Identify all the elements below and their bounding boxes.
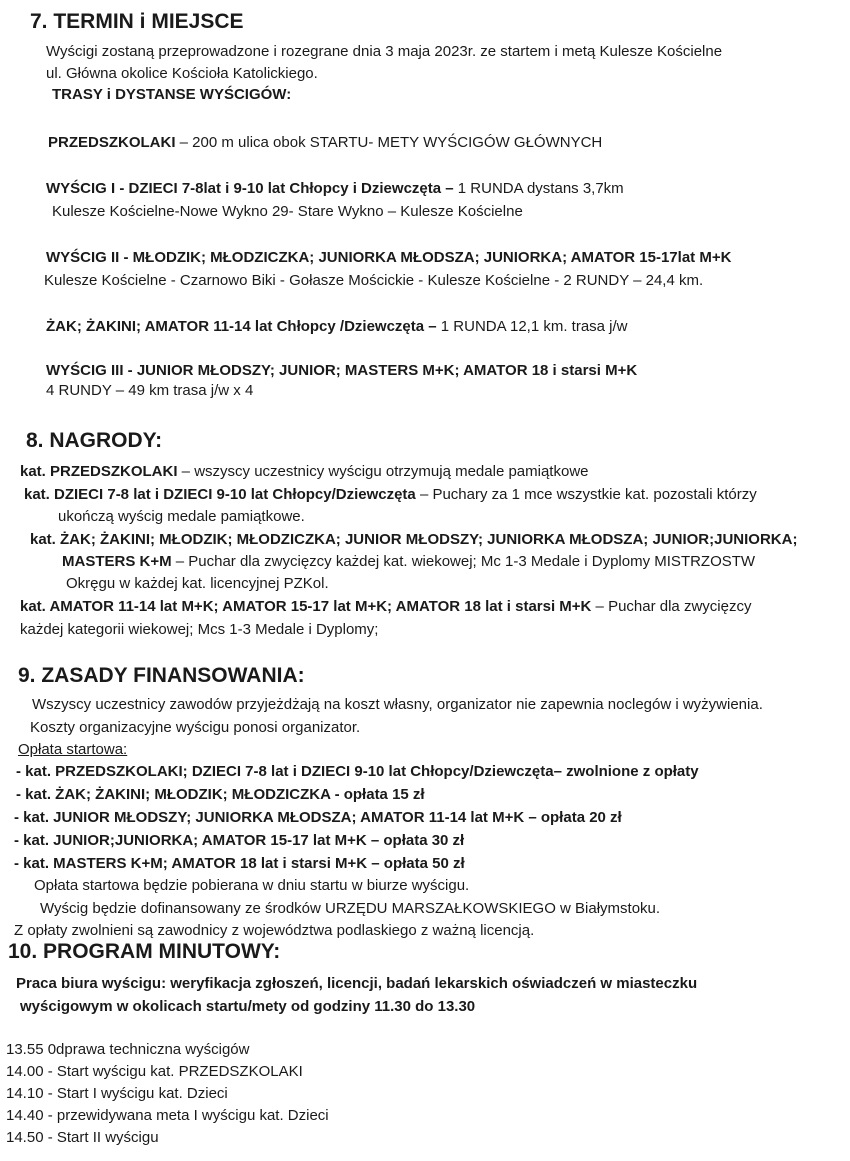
s7-race-1-route: Kulesze Kościelne-Nowe Wykno 29- Stare Wykno – Kulesze Kościelne (52, 203, 523, 220)
s9-note-2: Wyścig będzie dofinansowany ze środków URZĘDU MARSZAŁKOWSKIEGO w Białymstoku. (40, 900, 661, 917)
s7-race-1-label: WYŚCIG I - DZIECI 7-8lat i 9-10 lat Chłopcy i Dziewczęta – (46, 180, 458, 197)
s10-schedule-item: 14.50 - Start II wyścigu (6, 1129, 159, 1146)
s8-line-2-cont: ukończą wyścig medale pamiątkowe. (58, 508, 305, 525)
section-8-heading: 8. NAGRODY: (26, 429, 163, 452)
s9-note-1: Opłata startowa będzie pobierana w dniu startu w biurze wyścigu. (34, 877, 470, 894)
s10-schedule-item: 14.00 - Start wyścigu kat. PRZEDSZKOLAKI (6, 1063, 303, 1080)
s7-zak-label: ŻAK; ŻAKINI; AMATOR 11-14 lat Chłopcy /Dziewczęta – (46, 318, 437, 335)
s8-line-2 (24, 486, 757, 504)
section-9-heading: 9. ZASADY FINANSOWANIA: (18, 664, 305, 687)
s10-office-line-1: Praca biura wyścigu: weryfikacja zgłoszeń, licencji, badań lekarskich oświadczeń w miasteczku (16, 975, 698, 992)
s9-fee-item: - kat. JUNIOR;JUNIORKA; AMATOR 15-17 lat M+K – opłata 30 zł (14, 832, 465, 849)
s10-schedule-item: 14.40 - przewidywana meta I wyścigu kat. Dzieci (6, 1107, 329, 1124)
s7-przedszkolaki-label: PRZEDSZKOLAKI (48, 134, 176, 151)
s9-note-3: Z opłaty zwolnieni są zawodnicy z województwa podlaskiego z ważną licencją. (14, 922, 535, 939)
s9-paragraph-2: Koszty organizacyjne wyścigu ponosi organizator. (30, 719, 361, 736)
s7-race-3-label: WYŚCIG III - JUNIOR MŁODSZY; JUNIOR; MASTERS M+K; AMATOR 18 i starsi M+K (46, 362, 638, 379)
s8-line-1 (20, 463, 589, 481)
s9-fee-item: - kat. ŻAK; ŻAKINI; MŁODZIK; MŁODZICZKA - opłata 15 zł (16, 786, 425, 803)
s7-intro-line-1: Wyścigi zostaną przeprowadzone i rozegrane dnia 3 maja 2023r. ze startem i metą Kulesze Kościelne (46, 43, 723, 60)
s7-intro-line-2: ul. Główna okolice Kościoła Katolickiego. (46, 65, 318, 82)
s9-fee-item: - kat. MASTERS K+M; AMATOR 18 lat i starsi M+K – opłata 50 zł (14, 855, 465, 872)
s8-line-3-label: kat. ŻAK; ŻAKINI; MŁODZIK; MŁODZICZKA; JUNIOR MŁODSZY; JUNIORKA MŁODSZA; JUNIOR;JUNIORKA; (30, 531, 798, 548)
s8-line-2-label: kat. DZIECI 7-8 lat i DZIECI 9-10 lat Chłopcy/Dziewczęta (24, 486, 416, 503)
s8-line-3b (62, 553, 755, 571)
s8-line-1-label: kat. PRZEDSZKOLAKI (20, 463, 178, 480)
s9-fee-item: - kat. PRZEDSZKOLAKI; DZIECI 7-8 lat i DZIECI 9-10 lat Chłopcy/Dziewczęta– zwolnione z opłaty (16, 763, 699, 780)
s9-fee-item: - kat. JUNIOR MŁODSZY; JUNIORKA MŁODSZA; AMATOR 11-14 lat M+K – opłata 20 zł (14, 809, 622, 826)
s9-paragraph-1: Wszyscy uczestnicy zawodów przyjeżdżają na koszt własny, organizator nie zapewnia noclegów i wyżywienia. (32, 696, 763, 713)
s7-race-2-label: WYŚCIG II - MŁODZIK; MŁODZICZKA; JUNIORKA MŁODSZA; JUNIORKA; AMATOR 15-17lat M+K (46, 249, 732, 266)
s8-line-1-text: – wszyscy uczestnicy wyścigu otrzymują medale pamiątkowe (177, 463, 589, 480)
s7-race-3-route: 4 RUNDY – 49 km trasa j/w x 4 (46, 382, 254, 399)
s10-schedule-item: 14.10 - Start I wyścigu kat. Dzieci (6, 1085, 228, 1102)
section-7-heading: 7. TERMIN i MIEJSCE (30, 10, 244, 33)
s7-race-1-text: 1 RUNDA dystans 3,7km (457, 180, 624, 197)
section-10-heading: 10. PROGRAM MINUTOWY: (8, 940, 281, 963)
s8-line-4 (20, 598, 751, 616)
s7-zak (46, 318, 628, 336)
s7-race-1 (46, 180, 624, 198)
s7-race-2-route: Kulesze Kościelne - Czarnowo Biki - Gołasze Mościckie - Kulesze Kościelne - 2 RUNDY – 24,4 km. (44, 272, 704, 289)
s7-przedszkolaki-text: – 200 m ulica obok STARTU- METY WYŚCIGÓW GŁÓWNYCH (175, 134, 603, 151)
s7-przedszkolaki (48, 134, 602, 152)
s8-line-3-text: – Puchar dla zwycięzcy każdej kat. wiekowej; Mc 1-3 Medale i Dyplomy MISTRZOSTW (171, 553, 756, 570)
s10-schedule-item: 13.55 0dprawa techniczna wyścigów (6, 1041, 250, 1058)
s8-line-4-cont: każdej kategorii wiekowej; Mcs 1-3 Medale i Dyplomy; (20, 621, 379, 638)
s10-office-line-2: wyścigowym w okolicach startu/mety od godziny 11.30 do 13.30 (20, 998, 476, 1015)
s8-line-3-cont: Okręgu w każdej kat. licencyjnej PZKol. (66, 575, 329, 592)
s8-line-4-label: kat. AMATOR 11-14 lat M+K; AMATOR 15-17 lat M+K; AMATOR 18 lat i starsi M+K (20, 598, 592, 615)
s9-fee-heading: Opłata startowa: (18, 741, 128, 758)
s8-line-4-text: – Puchar dla zwycięzcy (591, 598, 752, 615)
s7-zak-text: 1 RUNDA 12,1 km. trasa j/w (436, 318, 628, 335)
s8-line-2-text: – Puchary za 1 mce wszystkie kat. pozostali którzy (415, 486, 757, 503)
s7-routes-heading: TRASY i DYSTANSE WYŚCIGÓW: (52, 86, 292, 103)
s8-line-3-label-2: MASTERS K+M (62, 553, 172, 570)
